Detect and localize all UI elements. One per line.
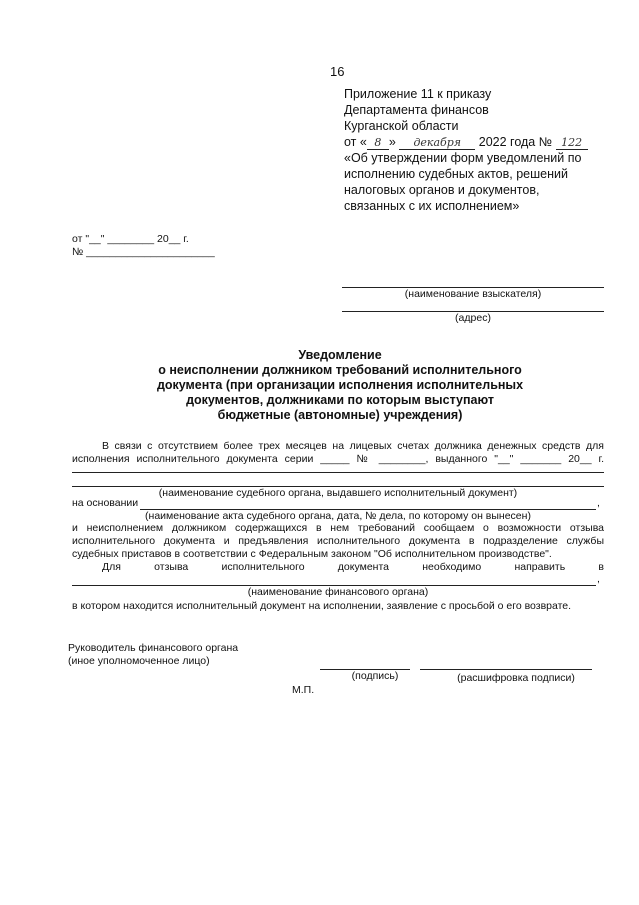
title-line: Уведомление [298,348,382,362]
date-mid: » [388,135,396,149]
signatory-title-line1: Руководитель финансового органа [68,642,239,654]
appendix-line: «Об утверждении форм уведомлений по [344,151,582,165]
order-number-handwritten: 122 [556,136,588,150]
body-p2-line2: исполнительного документа и предъявления исполнительного документа в подразделение службы [72,535,604,547]
body-p1-line2: исполнения исполнительного документа серии _____ № ________, выданного "__" _______ 20__ г. [72,453,604,465]
address-caption: (адрес) [455,312,491,324]
appendix-line: налоговых органов и документов, [344,183,540,197]
doc-field-line[interactable] [72,472,604,473]
date-year: 2022 года № [478,135,553,149]
title-line: о неисполнении должником требований исполнительного [158,363,522,377]
court-caption: (наименование судебного органа, выдавшего исполнительный документ) [158,487,518,499]
date-prefix: от « [344,135,367,149]
signature-decode-field-line[interactable] [420,669,592,670]
stamp-place: М.П. [292,684,315,696]
date-month-handwritten: декабря [399,136,475,150]
page-number: 16 [330,64,345,79]
signature-decode-caption: (расшифровка подписи) [457,672,575,684]
appendix-block [344,86,604,214]
appendix-line: связанных с их исполнением» [344,199,520,213]
outgoing-date: от "__" ________ 20__ г. [72,233,189,245]
outgoing-number: № ______________________ [72,246,215,258]
body-p4-line1: в котором находится исполнительный документ на исполнении, заявление с просьбой о его возврате. [72,600,572,612]
body-p2-line1: и неисполнением должником содержащихся в нем требований сообщаем о возможности отзыва [72,522,604,534]
claimant-caption: (наименование взыскателя) [404,288,542,300]
signature-caption: (подпись) [351,670,399,682]
appendix-line: Департамента финансов [344,103,489,117]
basis-label: на основании [72,497,139,509]
finance-comma: , [597,573,600,585]
body-p1-line1: В связи с отсутствием более трех месяцев на лицевых счетах должника денежных средств для [102,440,604,452]
act-caption: (наименование акта судебного органа, дата, № дела, по которому он вынесен) [145,510,531,522]
appendix-date-line [344,134,604,150]
body-p3-line1: Для отзыва исполнительного документа необходимо направить в [102,561,604,573]
body-p2-line3: судебных приставов в соответствии с Федеральным законом "Об исполнительном производстве". [72,548,552,560]
signatory-title-line2: (иное уполномоченное лицо) [68,655,210,667]
appendix-line: Курганской области [344,119,459,133]
title-line: документа (при организации исполнения исполнительных [156,378,524,392]
finance-caption: (наименование финансового органа) [247,586,429,598]
document-title [120,348,560,423]
date-day-handwritten: 8 [367,136,389,150]
basis-comma: , [597,497,600,509]
appendix-line: исполнению судебных актов, решений [344,167,568,181]
title-line: документов, должниками по которым выступают [186,393,494,407]
appendix-line: Приложение 11 к приказу [344,87,492,101]
title-line: бюджетные (автономные) учреждения) [217,408,463,422]
